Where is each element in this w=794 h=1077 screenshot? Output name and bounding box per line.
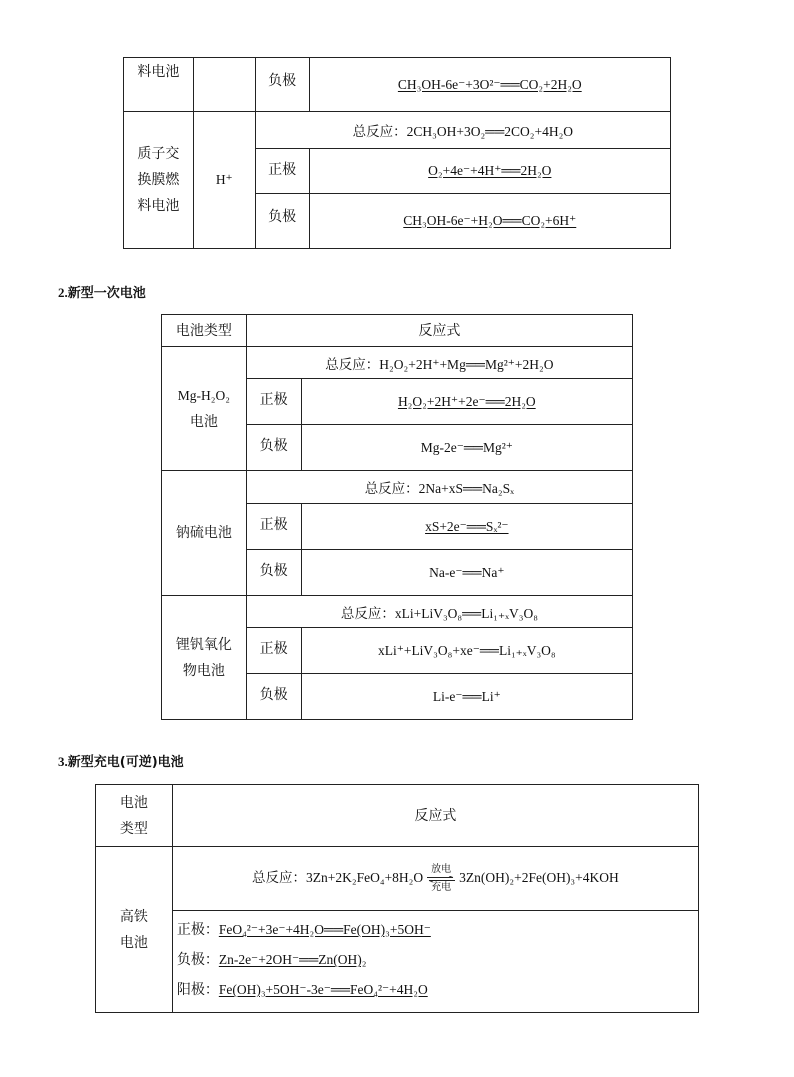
negative-label: 负极 bbox=[246, 550, 301, 596]
negative-label: 负极 bbox=[255, 58, 309, 112]
fuel-cell-table bbox=[123, 57, 671, 249]
positive-equation: H₂O₂+2H⁺+2e⁻══2H₂O bbox=[397, 393, 536, 409]
positive-row bbox=[177, 915, 698, 945]
positive-label: 正极 bbox=[255, 149, 309, 194]
primary-battery-table bbox=[161, 314, 633, 720]
positive-label: 正极： bbox=[176, 922, 219, 938]
battery-type-line: 质子交 bbox=[137, 146, 180, 162]
battery-type-text: 料电池 bbox=[137, 64, 180, 80]
rechargeable-battery-table bbox=[95, 784, 699, 1013]
negative-equation: Li-e⁻══Li⁺ bbox=[301, 674, 632, 720]
battery-type-line: 电池 bbox=[119, 934, 148, 951]
battery-type-line: 换膜燃 bbox=[137, 172, 180, 188]
total-reaction-right: 3Zn(OH)₂+2Fe(OH)₃+4KOH bbox=[459, 869, 619, 885]
total-reaction-left: 总反应：3Zn+2K₂FeO₄+8H₂O bbox=[252, 869, 424, 885]
total-reaction: 总反应：2CH₃OH+3O₂══2CO₂+4H₂O bbox=[255, 112, 670, 149]
electrode-equations-cell bbox=[172, 911, 698, 1013]
battery-type-cell bbox=[162, 347, 247, 471]
battery-type-line: 物电池 bbox=[182, 662, 225, 679]
anode-row bbox=[177, 975, 698, 1005]
battery-type-cell bbox=[162, 596, 247, 720]
battery-type-cell bbox=[124, 58, 194, 112]
section-heading bbox=[58, 751, 184, 770]
battery-type-line: 锂钒氧化 bbox=[175, 636, 232, 653]
header-equation: 反应式 bbox=[246, 315, 632, 347]
negative-label: 负极 bbox=[246, 425, 301, 471]
negative-equation: Na-e⁻══Na⁺ bbox=[301, 550, 632, 596]
section-number: 3. bbox=[58, 754, 68, 769]
positive-equation: FeO₄²⁻+3e⁻+4H₂O══Fe(OH)₃+5OH⁻ bbox=[218, 922, 431, 937]
medium-cell bbox=[193, 112, 255, 249]
negative-label: 负极 bbox=[255, 194, 309, 249]
battery-type-cell bbox=[96, 847, 173, 1013]
battery-type-line: Mg-H₂O₂ bbox=[177, 387, 230, 403]
positive-equation: xS+2e⁻══Sₓ²⁻ bbox=[425, 518, 509, 534]
header-line: 电池 bbox=[119, 794, 148, 811]
arrow-label-charge: 充电 bbox=[431, 881, 452, 893]
negative-equation-cell bbox=[309, 194, 670, 249]
positive-equation-cell bbox=[301, 504, 632, 550]
negative-equation: CH₃OH-6e⁻+3O²⁻══CO₂+2H₂O bbox=[397, 76, 582, 92]
section-heading bbox=[58, 282, 146, 301]
battery-type-cell bbox=[162, 471, 247, 596]
positive-equation: xLi⁺+LiV₃O₈+xe⁻══Li₁₊ₓV₃O₈ bbox=[301, 628, 632, 674]
battery-type-line: 电池 bbox=[189, 413, 218, 430]
positive-label: 正极 bbox=[246, 379, 301, 425]
positive-equation: O₂+4e⁻+4H⁺══2H₂O bbox=[428, 163, 552, 178]
negative-label: 负极 bbox=[246, 674, 301, 720]
battery-type-line: 高铁 bbox=[119, 908, 148, 925]
positive-label: 正极 bbox=[246, 628, 301, 674]
anode-equation: Fe(OH)₃+5OH⁻-3e⁻══FeO₄²⁻+4H₂O bbox=[218, 982, 428, 997]
positive-equation-cell bbox=[301, 379, 632, 425]
header-equation: 反应式 bbox=[172, 785, 698, 847]
header-battery-type bbox=[96, 785, 173, 847]
negative-equation: Mg-2e⁻══Mg²⁺ bbox=[301, 425, 632, 471]
negative-equation: Zn-2e⁻+2OH⁻══Zn(OH)₂ bbox=[218, 952, 367, 967]
battery-type-cell bbox=[124, 112, 194, 249]
battery-type-text: 钠硫电池 bbox=[175, 525, 232, 541]
negative-equation-cell bbox=[309, 58, 670, 112]
section-title: 新型一次电池 bbox=[67, 286, 146, 301]
total-reaction: 总反应：H₂O₂+2H⁺+Mg══Mg²⁺+2H₂O bbox=[246, 347, 632, 379]
positive-label: 正极 bbox=[246, 504, 301, 550]
positive-equation-cell bbox=[309, 149, 670, 194]
reversible-arrow bbox=[424, 864, 458, 894]
header-battery-type: 电池类型 bbox=[162, 315, 247, 347]
section-title: 新型充电(可逆)电池 bbox=[67, 755, 184, 770]
total-reaction: 总反应：2Na+xS══Na₂Sₓ bbox=[246, 471, 632, 504]
section-number: 2. bbox=[58, 285, 68, 300]
anode-label: 阳极： bbox=[176, 982, 219, 998]
total-reaction: 总反应：xLi+LiV₃O₈══Li₁₊ₓV₃O₈ bbox=[246, 596, 632, 628]
negative-equation: CH₃OH-6e⁻+H₂O══CO₂+6H⁺ bbox=[403, 213, 577, 228]
medium-cell bbox=[193, 58, 255, 112]
negative-row bbox=[177, 945, 698, 975]
arrow-label-discharge: 放电 bbox=[431, 863, 452, 875]
medium-text: H⁺ bbox=[215, 172, 233, 187]
header-line: 类型 bbox=[119, 820, 148, 837]
battery-type-line: 料电池 bbox=[137, 198, 180, 214]
total-reaction-cell bbox=[172, 847, 698, 911]
negative-label: 负极： bbox=[176, 952, 219, 968]
